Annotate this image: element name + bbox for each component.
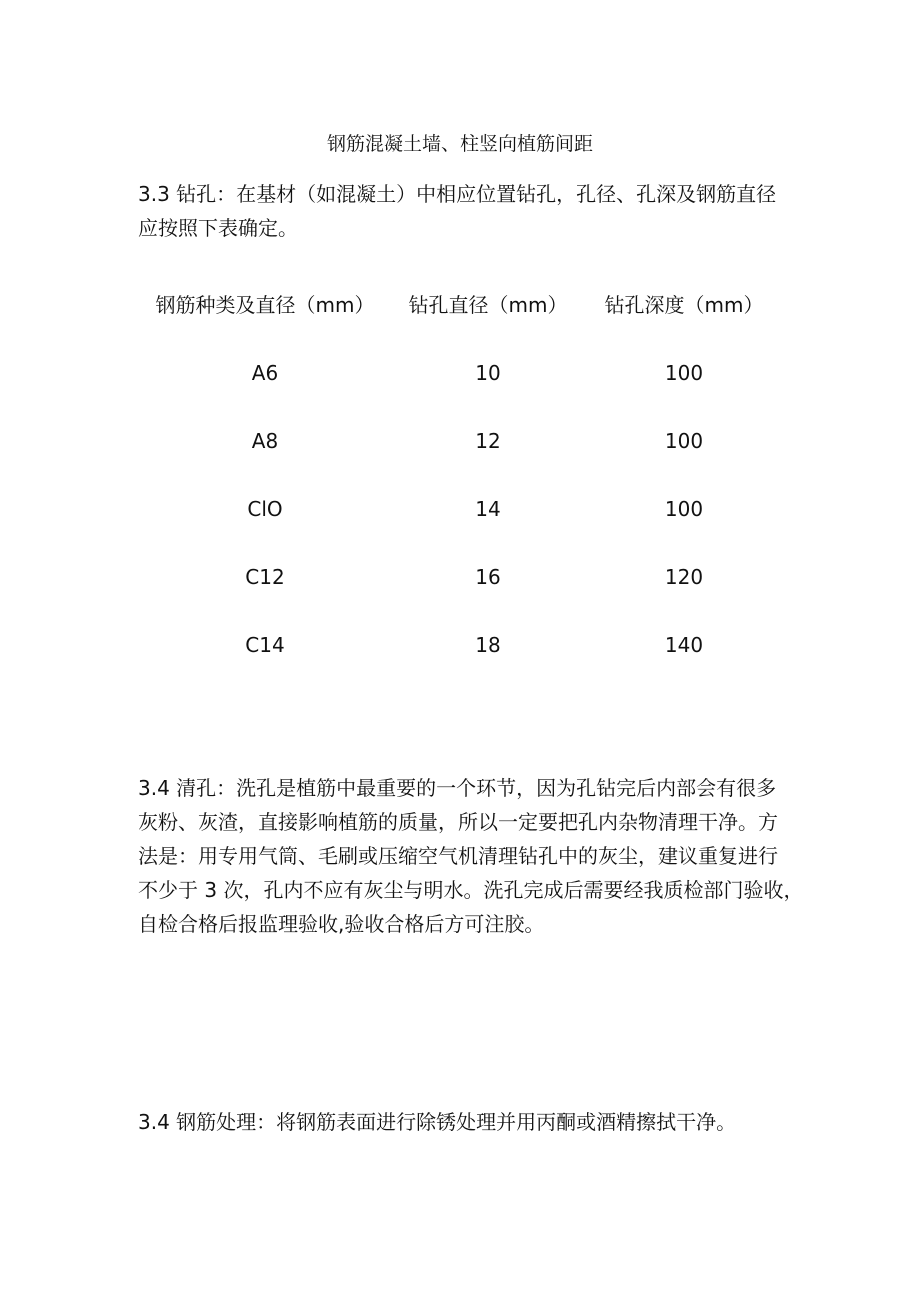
table-cell: 100 [664,361,704,385]
table-cell: 100 [664,497,704,521]
table-cell: 140 [664,633,704,657]
table-cell: 120 [664,565,704,589]
text-line: 应按照下表确定。 [138,216,298,240]
column-header-hole-diameter: 钻孔直径（mm） [408,293,568,317]
text-line: 不少于 3 次，孔内不应有灰尘与明水。洗孔完成后需要经我质检部门验收， [138,878,804,902]
table-cell: 12 [475,429,501,453]
column-header-hole-depth: 钻孔深度（mm） [604,293,764,317]
table-cell: C12 [245,565,285,589]
table-cell: 100 [664,429,704,453]
table-cell: ClO [247,497,283,521]
text-line: 法是：用专用气筒、毛刷或压缩空气机清理钻孔中的灰尘，建议重复进行 [138,844,778,868]
text-line: 3.3 钻孔：在基材（如混凝土）中相应位置钻孔，孔径、孔深及钢筋直径 [138,182,777,206]
table-cell: 18 [475,633,501,657]
text-line: 灰粉、灰渣，直接影响植筋的质量，所以一定要把孔内杂物清理干净。方 [138,810,778,834]
section-3-4-hole-cleaning [138,771,804,941]
section-3-4-rebar-treatment [138,1105,798,1139]
table-cell: 16 [475,565,501,589]
text-line: 3.4 清孔：洗孔是植筋中最重要的一个环节，因为孔钻完后内部会有很多 [138,776,777,800]
table-cell: A6 [251,361,279,385]
text-line: 自检合格后报监理验收,验收合格后方可注胶。 [138,912,545,936]
table-cell: C14 [245,633,285,657]
text-line: 3.4 钢筋处理：将钢筋表面进行除锈处理并用丙酮或酒精擦拭干净。 [138,1110,737,1134]
figure-caption: 钢筋混凝土墙、柱竖向植筋间距 [326,133,593,155]
table-cell: A8 [251,429,279,453]
column-header-rebar-type: 钢筋种类及直径（mm） [155,293,375,317]
table-cell: 10 [475,361,501,385]
table-cell: 14 [475,497,501,521]
section-3-3-drilling [138,177,798,245]
